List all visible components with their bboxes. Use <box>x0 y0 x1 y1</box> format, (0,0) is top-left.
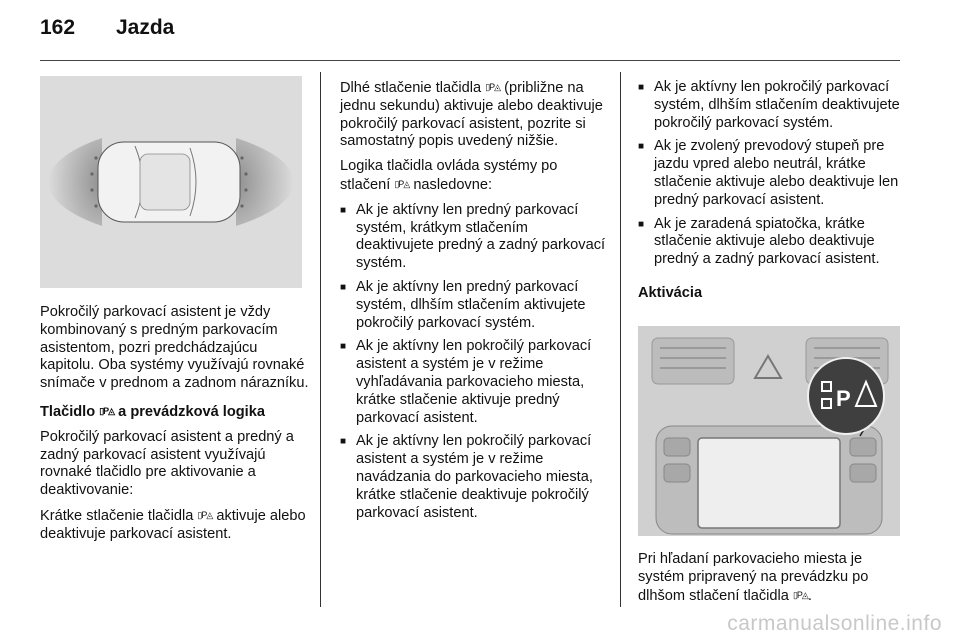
column-right <box>638 79 902 310</box>
intro-paragraph: Pokročilý parkovací asistent je vždy kombinovaný s predným parkovacím asistentom, pozri predchádzajúcu kapitolu. Oba systémy využívajú rovnaké snímače v prednom a zadnom nárazníku. <box>40 304 309 392</box>
car-top-view-icon <box>40 76 302 288</box>
column-middle <box>340 79 608 528</box>
dashboard-button-illustration <box>638 326 900 536</box>
activation-paragraph-block <box>638 551 902 612</box>
parking-button-icon: ▯P◬ <box>394 178 410 189</box>
list-item: ■ Ak je aktívny len pokročilý parkovací systém, dlhším stlačením deaktivujete pokročilý parkovací systém. <box>638 79 902 132</box>
parking-button-icon: ▯P◬ <box>197 509 213 520</box>
button-logic-heading: Tlačidlo ▯P◬ a prevádzková logika <box>40 403 265 420</box>
button-logic-paragraph: Logika tlačidla ovláda systémy po stlačení ▯P◬ nasledovne: <box>340 158 558 193</box>
svg-text:P: P <box>836 386 851 411</box>
chapter-title: Jazda <box>116 16 175 39</box>
column-left <box>40 304 310 551</box>
watermark: carmanualsonline.info <box>727 612 942 635</box>
parking-button-icon: ▯P◬ <box>792 589 808 600</box>
column-divider-2 <box>620 72 621 607</box>
activation-paragraph: Pri hľadaní parkovacieho miesta je systém pripravený na prevádzku po dlhšom stlačení tlačidla ▯P◬. <box>638 551 869 604</box>
list-item: ■ Ak je aktívny len predný parkovací systém, dlhším stlačením aktivujete pokročilý parkovací systém. <box>340 279 608 332</box>
page-number: 162 <box>40 16 76 39</box>
car-sensor-illustration <box>40 76 302 288</box>
header-rule <box>40 60 900 61</box>
list-item: ■ Ak je aktívny len pokročilý parkovací asistent a systém je v režime vyhľadávania parkovacieho miesta, krátke stlačenie aktivuje predný parkovací asistent. <box>340 338 608 427</box>
long-press-paragraph: Dlhé stlačenie tlačidla ▯P◬ (približne na jednu sekundu) aktivuje alebo deaktivuje pokročilý parkovací asistent, pozrite si samostatný popis uvedený nižšie. <box>340 80 603 150</box>
parking-button-icon: ▯P◬ <box>99 405 115 416</box>
list-item: ■ Ak je zvolený prevodový stupeň pre jazdu vpred alebo neutrál, krátke stlačenie aktivuje alebo deaktivuje len predný parkovací asistent. <box>638 138 902 209</box>
activation-heading: Aktivácia <box>638 284 703 301</box>
dashboard-icon <box>638 326 900 536</box>
list-item: ■ Ak je aktívny len pokročilý parkovací asistent a systém je v režime navádzania do parkovacieho miesta, krátke stlačenie deaktivuje pokročilý parkovací asistent. <box>340 433 608 522</box>
list-item: ■ Ak je aktívny len predný parkovací systém, krátkym stlačením deaktivujete predný a zadný parkovací systém. <box>340 202 608 273</box>
column-divider-1 <box>320 72 321 607</box>
list-item: ■ Ak je zaradená spiatočka, krátke stlačenie aktivuje alebo deaktivuje predný a zadný parkovací asistent. <box>638 216 902 269</box>
shared-button-paragraph: Pokročilý parkovací asistent a predný a zadný parkovací asistent využívajú rovnaké tlačidlo pre aktivovanie a deaktivovanie: <box>40 428 294 499</box>
short-press-paragraph: Krátke stlačenie tlačidla ▯P◬ aktivuje alebo deaktivuje parkovací asistent. <box>40 507 306 542</box>
parking-button-icon: ▯P◬ <box>485 82 501 92</box>
